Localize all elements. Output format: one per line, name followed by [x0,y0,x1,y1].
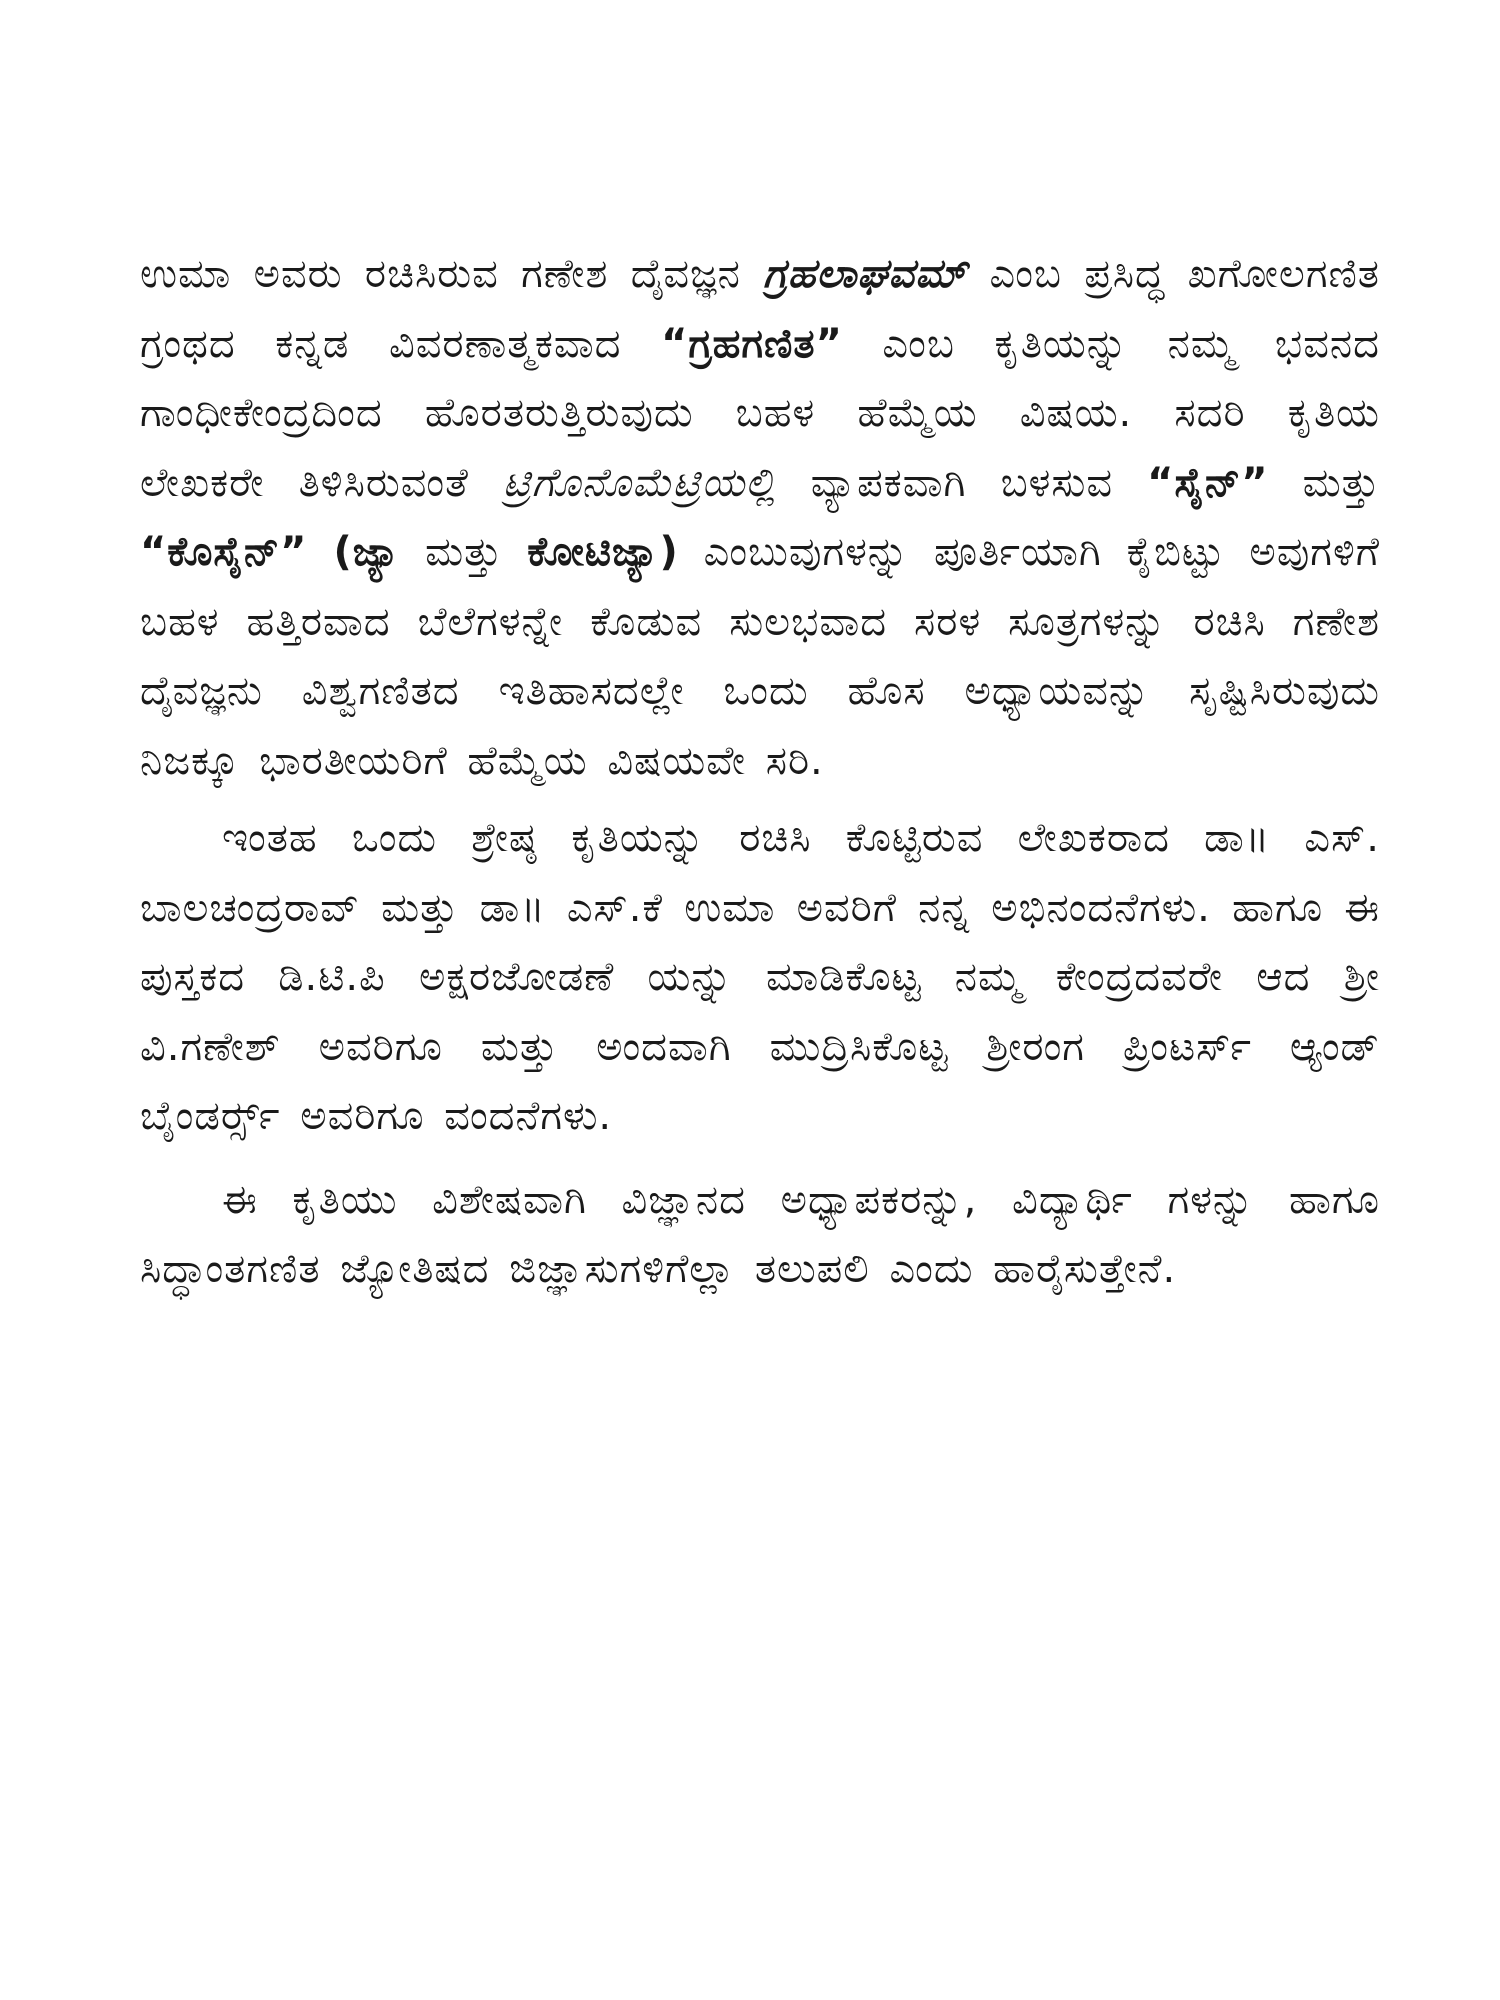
p1-term-sine: “ಸೈನ್” [1147,459,1269,506]
p2-text: ಇಂತಹ ಒಂದು ಶ್ರೇಷ್ಠ ಕೃತಿಯನ್ನು ರಚಿಸಿ ಕೊಟ್ಟಿರುವ ಲೇಖಕರಾದ ಡಾ॥ ಎಸ್. ಬಾಲಚಂದ್ರರಾವ್ ಮತ್ತು ಡಾ॥ ಎಸ್.ಕೆ ಉಮಾ ಅವರಿಗೆ ನನ್ನ ಅಭಿನಂದನೆಗಳು. ಹಾಗೂ ಈ ಪುಸ್ತಕದ ಡಿ.ಟಿ.ಪಿ ಅಕ್ಷರಜೋಡಣೆ ಯನ್ನು ಮಾಡಿಕೊಟ್ಟ ನಮ್ಮ ಕೇಂದ್ರದವರೇ ಆದ ಶ್ರೀ ವಿ.ಗಣೇಶ್ ಅವರಿಗೂ ಮತ್ತು ಅಂದವಾಗಿ ಮುದ್ರಿಸಿಕೊಟ್ಟ ಶ್ರೀರಂಗ ಪ್ರಿಂಟರ್ಸ್ ಆ್ಯಂಡ್ ಬೈಂಡರ್ರ್ಸ್ ಅವರಿಗೂ ವಂದನೆಗಳು. [140,815,1380,1139]
p1-seg-13: ಎಂಬುವುಗಳನ್ನು ಪೂರ್ತಿಯಾಗಿ ಕೈಬಿಟ್ಟು ಅವುಗಳಿಗೆ ಬಹಳ ಹತ್ತಿರವಾದ ಬೆಲೆಗಳನ್ನೇ ಕೊಡುವ ಸುಲಭವಾದ ಸರಳ ಸೂತ್ರಗಳನ್ನು ರಚಿಸಿ ಗಣೇಶ ದೈವಜ್ಞನು ವಿಶ್ವಗಣಿತದ ಇತಿಹಾಸದಲ್ಲೇ ಒಂದು ಹೊಸ ಅಧ್ಯಾಯವನ್ನು ಸೃಷ್ಟಿಸಿರುವುದು ನಿಜಕ್ಕೂ ಭಾರತೀಯರಿಗೆ ಹೆಮ್ಮೆಯ ವಿಷಯವೇ ಸರಿ. [140,529,1380,784]
p1-seg-3: ಎಂಬ ಪ್ರಸಿದ್ಧ ಖಗೋಲಗಣಿತ ಗ್ರಂಥದ ಕನ್ನಡ ವಿವರಣಾತ್ಮಕವಾದ [140,251,1380,367]
p1-seg-11: ಮತ್ತು [400,529,528,575]
p1-term-kotijya: ಕೋಟಿಜ್ಯಾ) [527,529,679,575]
paragraph-3 [140,1166,1380,1305]
p1-seg-9: ಮತ್ತು [1268,459,1380,506]
p1-book-title-grahaganita: “ಗ್ರಹಗಣಿತ” [661,320,843,367]
p1-seg-7: ವ್ಯಾಪಕವಾಗಿ ಬಳಸುವ [776,459,1148,506]
p1-term-trigonometry: ಟ್ರಿಗೊನೊಮೆಟ್ರಿಯಲ್ಲಿ [503,459,777,506]
p3-text: ಈ ಕೃತಿಯು ವಿಶೇಷವಾಗಿ ವಿಜ್ಞಾನದ ಅಧ್ಯಾಪಕರನ್ನು, ವಿದ್ಯಾರ್ಥಿ ಗಳನ್ನು ಹಾಗೂ ಸಿದ್ಧಾಂತಗಣಿತ ಜ್ಯೋತಿಷದ ಜಿಜ್ಞಾಸುಗಳಿಗೆಲ್ಲಾ ತಲುಪಲಿ ಎಂದು ಹಾರೈಸುತ್ತೇನೆ. [140,1176,1380,1292]
p1-book-title-grahalaghavam: ಗ್ರಹಲಾಘವಮ್ [763,251,968,297]
p1-seg-5: ಎಂಬ ಕೃತಿಯನ್ನು ನಮ್ಮ ಭವನದ ಗಾಂಧೀಕೇಂದ್ರದಿಂದ ಹೊರತರುತ್ತಿರುವುದು ಬಹಳ ಹೆಮ್ಮೆಯ ವಿಷಯ. ಸದರಿ ಕೃತಿಯ ಲೇಖಕರೇ ತಿಳಿಸಿರುವಂತೆ [140,320,1381,506]
p1-seg-1: ಉಮಾ ಅವರು ರಚಿಸಿರುವ ಗಣೇಶ ದೈವಜ್ಞನ [140,251,764,297]
paragraph-1 [140,240,1380,796]
document-page [140,240,1380,1305]
paragraph-2 [140,804,1380,1152]
p1-term-cosine: “ಕೊಸೈನ್” (ಜ್ಯಾ [140,529,401,575]
